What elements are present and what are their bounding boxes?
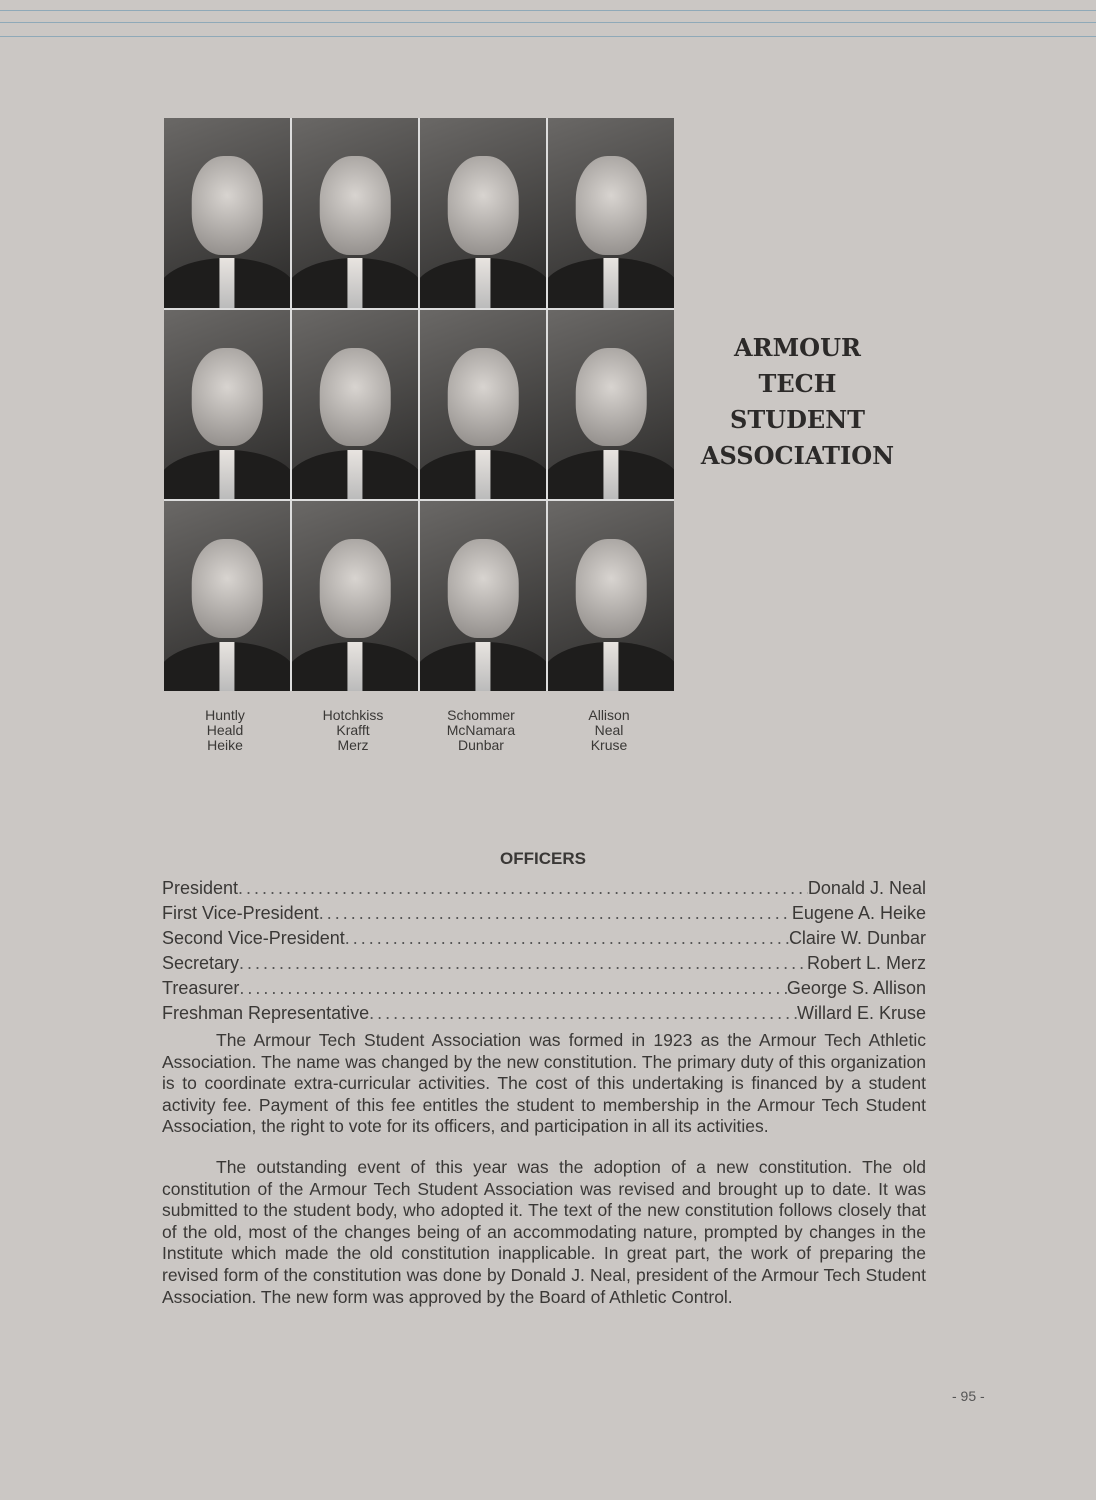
- page-rule: [0, 22, 1096, 23]
- office: Secretary: [162, 953, 240, 973]
- portrait-photo: [292, 118, 418, 308]
- page-rule: [0, 36, 1096, 37]
- portrait-photo: [164, 501, 290, 691]
- officer-row: [162, 1001, 926, 1026]
- portrait-photo: [164, 310, 290, 500]
- caption-name: Huntly: [205, 707, 245, 723]
- portrait-photo: [420, 501, 546, 691]
- officers-list: [162, 876, 926, 1026]
- caption-name: Neal: [594, 722, 624, 738]
- portrait-photo: [420, 310, 546, 500]
- officer-name: Willard E. Kruse: [796, 1003, 926, 1023]
- portrait-photo: [164, 118, 290, 308]
- portrait-photo: [420, 118, 546, 308]
- title-line: STUDENT: [729, 405, 866, 434]
- caption-name: Hotchkiss: [322, 707, 384, 723]
- portrait-grid: [164, 118, 674, 691]
- caption-name: Merz: [337, 737, 369, 753]
- officer-row: [162, 876, 926, 901]
- caption-name: Schommer: [447, 707, 515, 723]
- portrait-photo: [548, 501, 674, 691]
- caption-name: Heald: [206, 722, 244, 738]
- leader-dots: [239, 976, 787, 1001]
- office: Treasurer: [162, 978, 240, 998]
- caption-name: McNamara: [446, 722, 516, 738]
- officer-row: [162, 951, 926, 976]
- officer-name: George S. Allison: [786, 978, 926, 998]
- office: Freshman Representative: [162, 1003, 370, 1023]
- constitution-paragraph: The outstanding event of this year was the adoption of a new constitution. The old constitution of the Armour Tech Student Association was revised and brought up to date. It was submitted to the student body, who adopted it. The text of the new constitution follows closely that of the old, most of the changes being of an accommodating nature, prompted by changes in the Institute which made the old constitution inapplicable. In great part, the work of preparing the revised form of the constitution was done by Donald J. Neal, president of the Armour Tech Student Association. The new form was approved by the Board of Athletic Control.: [162, 1157, 926, 1307]
- caption-column: [421, 708, 541, 753]
- portrait-photo: [292, 310, 418, 500]
- officer-name: Robert L. Merz: [806, 953, 926, 973]
- officer-name: Eugene A. Heike: [791, 903, 926, 923]
- portrait-photo: [548, 118, 674, 308]
- portrait-photo: [292, 501, 418, 691]
- officer-name: Claire W. Dunbar: [788, 928, 926, 948]
- office: President: [162, 878, 239, 898]
- portrait-photo: [548, 310, 674, 500]
- page-number: - 95 -: [952, 1388, 985, 1404]
- caption-name: Kruse: [590, 737, 628, 753]
- history-paragraph: The Armour Tech Student Association was formed in 1923 as the Armour Tech Athletic Association. The name was changed by the new constitution. The primary duty of this organization is to coordinate extra-curricular activities. The cost of this undertaking is financed by a student activity fee. Payment of this fee entitles the student to membership in the Armour Tech Student Association, the right to vote for its officers, and participation in all its activities.: [162, 1030, 926, 1137]
- caption-column: [165, 708, 285, 753]
- caption-column: [549, 708, 669, 753]
- caption-name: Allison: [588, 707, 630, 723]
- office: First Vice-President: [162, 903, 319, 923]
- caption-column: [293, 708, 413, 753]
- leader-dots: [369, 1001, 797, 1026]
- officer-row: [162, 901, 926, 926]
- title-line: ASSOCIATION: [700, 441, 895, 470]
- page-rule: [0, 10, 1096, 11]
- leader-dots: [238, 876, 808, 901]
- title-line: TECH: [758, 369, 837, 398]
- page-title: [690, 330, 905, 474]
- officer-row: [162, 926, 926, 951]
- officer-row: [162, 976, 926, 1001]
- caption-name: Krafft: [336, 722, 370, 738]
- office: Second Vice-President: [162, 928, 345, 948]
- caption-name: Heike: [207, 737, 243, 753]
- caption-name: Dunbar: [458, 737, 504, 753]
- title-line: ARMOUR: [734, 333, 861, 362]
- officer-name: Donald J. Neal: [807, 878, 926, 898]
- leader-dots: [239, 951, 807, 976]
- officers-heading: OFFICERS: [500, 849, 586, 868]
- leader-dots: [345, 926, 789, 951]
- leader-dots: [319, 901, 792, 926]
